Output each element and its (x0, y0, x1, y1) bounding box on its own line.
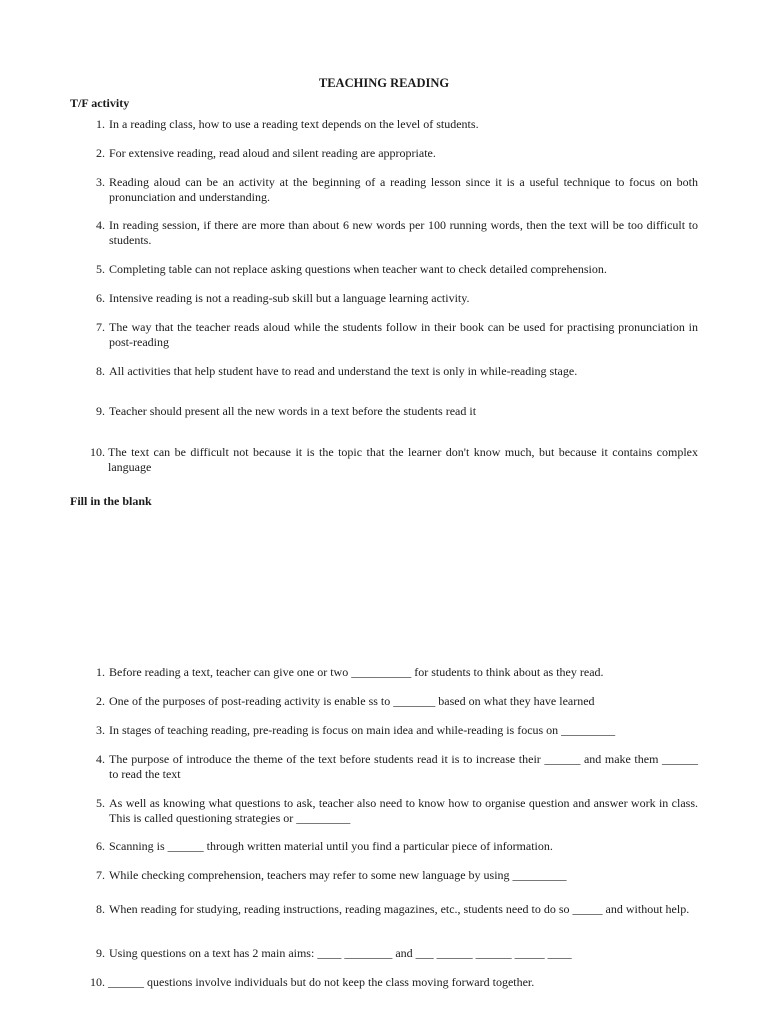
fill-item (82, 752, 698, 781)
item-number: 5. (96, 796, 105, 810)
tf-item (82, 291, 698, 306)
item-text: Before reading a text, teacher can give one or two __________ for students to think about as they read. (109, 665, 604, 679)
item-number: 10. (90, 975, 105, 989)
item-text: The way that the teacher reads aloud while the students follow in their book can be used for practising pronunciation in post-reading (109, 320, 698, 349)
item-text: In reading session, if there are more than about 6 new words per 100 running words, then the text will be too difficult to students. (109, 218, 698, 247)
fill-item (82, 902, 698, 917)
item-text: While checking comprehension, teachers may refer to some new language by using _________ (109, 868, 567, 882)
item-text: Intensive reading is not a reading-sub skill but a language learning activity. (109, 291, 470, 305)
item-text: One of the purposes of post-reading activity is enable ss to _______ based on what they have learned (109, 694, 595, 708)
item-number: 10. (90, 445, 105, 459)
item-number: 6. (96, 291, 105, 305)
item-number: 2. (96, 146, 105, 160)
item-number: 9. (96, 404, 105, 418)
fill-item (82, 868, 698, 883)
fill-item (82, 694, 698, 709)
tf-item (82, 218, 698, 247)
item-text: In stages of teaching reading, pre-reading is focus on main idea and while-reading is focus on _________ (109, 723, 616, 737)
item-text: The text can be difficult not because it is the topic that the learner don't know much, but because it contains complex language (108, 445, 698, 474)
item-number: 5. (96, 262, 105, 276)
fill-item (82, 796, 698, 825)
item-number: 6. (96, 839, 105, 853)
tf-item (82, 320, 698, 349)
tf-item (82, 146, 698, 161)
fill-item (82, 665, 698, 680)
tf-section-heading: T/F activity (70, 96, 130, 110)
item-text: ______ questions involve individuals but do not keep the class moving forward together. (108, 975, 535, 989)
tf-item (82, 262, 698, 277)
fill-item (82, 723, 698, 738)
tf-item (85, 445, 698, 474)
item-text: The purpose of introduce the theme of the text before students read it is to increase their ______ and make them ______ to read the text (109, 752, 698, 781)
tf-item (82, 175, 698, 204)
item-number: 7. (96, 868, 105, 882)
page-title: TEACHING READING (318, 76, 450, 90)
item-number: 9. (96, 946, 105, 960)
tf-item (82, 404, 698, 419)
item-text: In a reading class, how to use a reading text depends on the level of students. (109, 117, 479, 131)
fill-item (82, 839, 698, 854)
item-number: 4. (96, 752, 105, 766)
item-number: 1. (96, 665, 105, 679)
item-text: Scanning is ______ through written material until you find a particular piece of information. (109, 839, 553, 853)
item-number: 1. (96, 117, 105, 131)
item-text: When reading for studying, reading instructions, reading magazines, etc., students need to do so _____ and without help. (109, 902, 690, 916)
item-text: As well as knowing what questions to ask, teacher also need to know how to organise question and answer work in class. This is called questioning strategies or _________ (109, 796, 698, 825)
item-number: 4. (96, 218, 105, 232)
item-number: 7. (96, 320, 105, 334)
item-text: Completing table can not replace asking questions when teacher want to check detailed comprehension. (109, 262, 607, 276)
item-number: 8. (96, 364, 105, 378)
item-number: 8. (96, 902, 105, 916)
item-text: Reading aloud can be an activity at the beginning of a reading lesson since it is a useful technique to focus on both pronunciation and understanding. (109, 175, 698, 204)
item-number: 3. (96, 175, 105, 189)
item-text: All activities that help student have to read and understand the text is only in while-reading stage. (109, 364, 578, 378)
fill-item (85, 975, 698, 990)
item-text: For extensive reading, read aloud and silent reading are appropriate. (109, 146, 436, 160)
tf-item (82, 117, 698, 132)
item-number: 2. (96, 694, 105, 708)
item-text: Teacher should present all the new words in a text before the students read it (109, 404, 477, 418)
tf-item (82, 364, 698, 379)
item-text: Using questions on a text has 2 main aims: ____ ________ and ___ ______ ______ _____ ____ (109, 946, 572, 960)
fill-item (82, 946, 698, 961)
fill-section-heading: Fill in the blank (70, 494, 152, 508)
item-number: 3. (96, 723, 105, 737)
